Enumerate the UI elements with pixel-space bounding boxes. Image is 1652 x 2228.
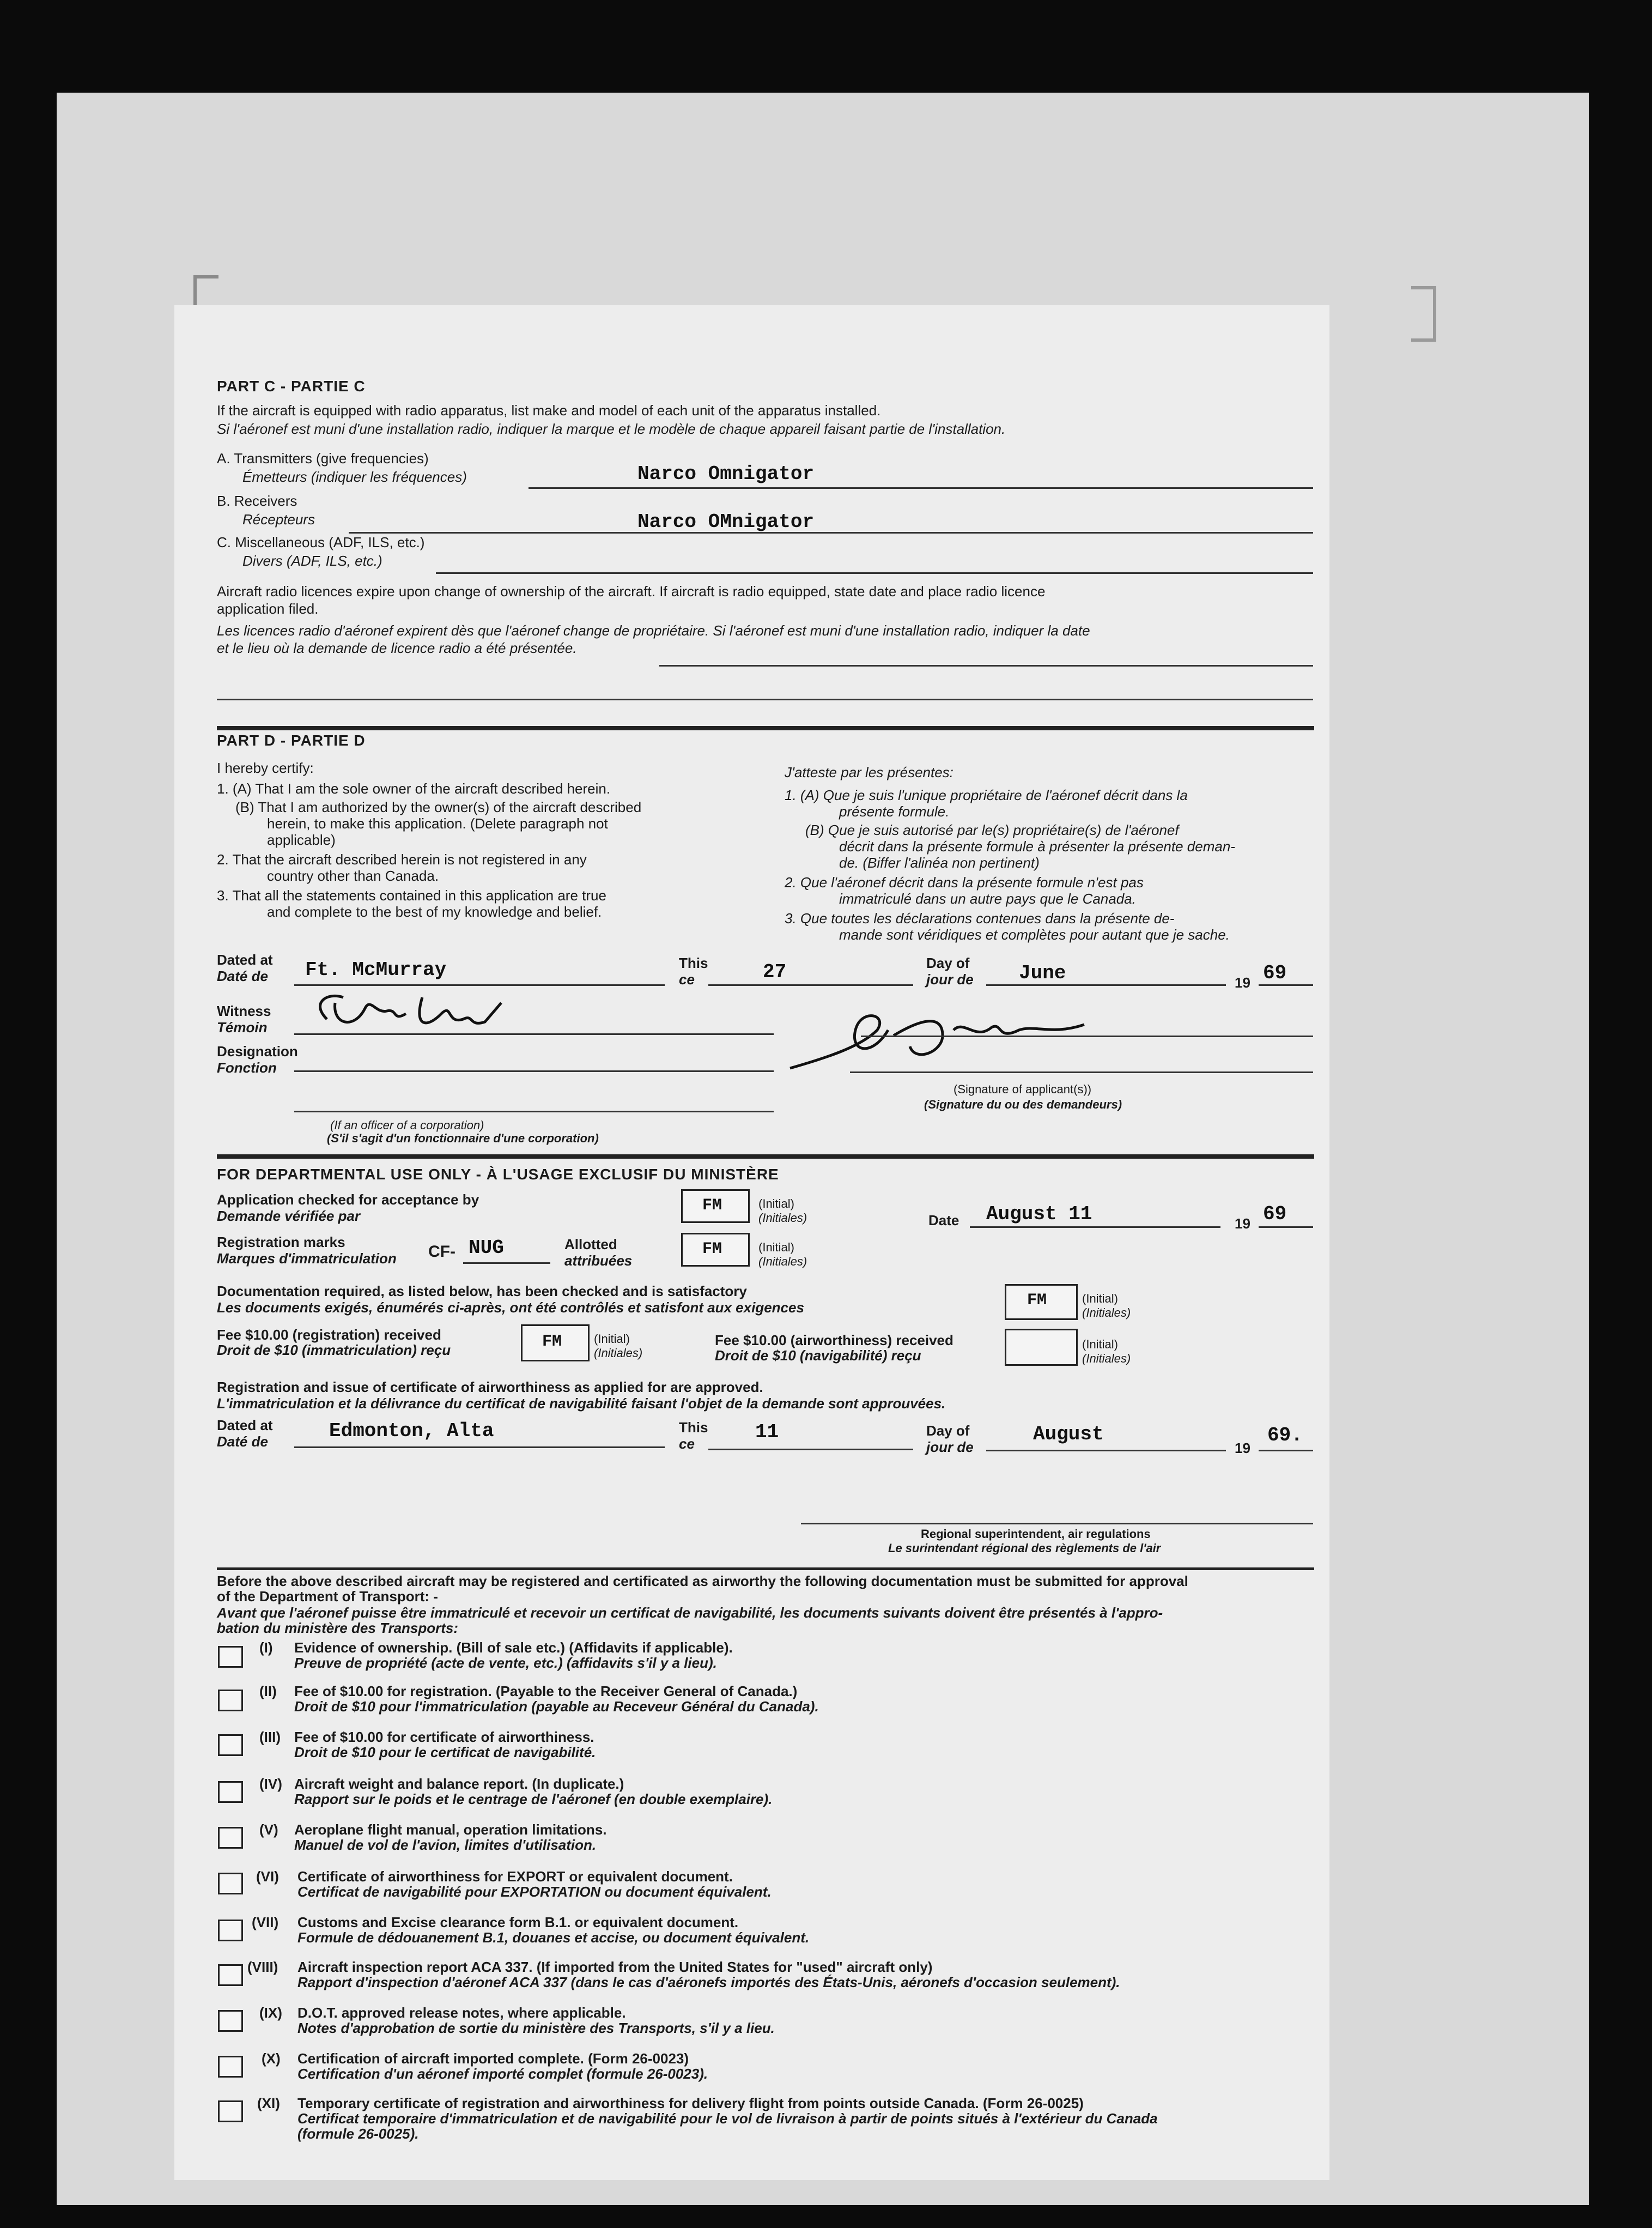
date-label: Date [928,1212,959,1228]
certify-en: I hereby certify: [217,760,314,776]
reg-marks-label-fr: Marques d'immatriculation [217,1250,397,1267]
approved-label: Registration and issue of certificate of airworthiness as applied for are approved. [217,1379,763,1395]
dept-divider [217,1154,1314,1159]
checklist-text-fr: Certification d'un aéronef importé complet (formule 26-0023). [297,2066,708,2082]
year-line [1259,984,1313,986]
day-of-label: Day of [926,955,970,971]
allotted-initial-label: (Initial) [758,1240,795,1254]
certify-en-1b-2: herein, to make this application. (Delete paragraph not [267,815,608,832]
checkbox-weight-balance[interactable] [218,1781,243,1803]
officer-line [294,1111,774,1112]
certify-fr-2: 2. Que l'aéronef décrit dans la présente formule n'est pas [785,874,1144,891]
dept-this-label: This [679,1419,708,1436]
before-en-2: of the Department of Transport: - [217,1588,438,1605]
checkbox-airworthiness-fee[interactable] [218,1734,243,1756]
this-label-fr: ce [679,971,695,988]
transmitters-label: A. Transmitters (give frequencies) [217,450,429,467]
receivers-value: Narco OMnigator [637,511,815,533]
part-d-title: PART D - PARTIE D [217,732,366,749]
checklist-text-fr: Preuve de propriété (acte de vente, etc.) (affidavits s'il y a lieu). [294,1655,717,1671]
fee-reg-label: Fee $10.00 (registration) received [217,1327,441,1343]
receivers-line [349,532,1313,534]
certify-en-2: 2. That the aircraft described herein is not registered in any [217,851,587,868]
year-value: 69 [1263,962,1287,984]
checklist-text-fr: Notes d'approbation de sortie du ministère des Transports, s'il y a lieu. [297,2020,775,2036]
certify-en-2b: country other than Canada. [267,868,439,884]
checklist-text-fr-2: (formule 26-0025). [297,2126,419,2142]
dept-title: FOR DEPARTMENTAL USE ONLY - À L'USAGE EXCLUSIF DU MINISTÈRE [217,1166,779,1183]
checklist-num: (II) [259,1683,277,1699]
fee-air-label-fr: Droit de $10 (navigabilité) reçu [715,1347,921,1364]
fee-reg-initial-box[interactable] [521,1324,590,1361]
checklist-text-fr: Rapport d'inspection d'aéronef ACA 337 (dans le cas d'aéronefs importés des États-Unis, aéronefs d'occasion seulement). [297,1974,1120,1990]
witness-line [294,1033,774,1035]
receivers-label: B. Receivers [217,493,297,509]
licence-note-en-2: application filed. [217,601,319,617]
allotted-initial-box[interactable] [681,1233,750,1267]
docs-initial-label-fr: (Initiales) [1082,1306,1131,1319]
certify-en-1b-3: applicable) [267,832,336,848]
transmitters-label-fr: Émetteurs (indiquer les fréquences) [242,469,467,485]
part-c-intro-en: If the aircraft is equipped with radio apparatus, list make and model of each unit of the apparatus installed. [217,402,881,419]
fee-air-initial-box[interactable] [1005,1329,1078,1366]
transmitters-value: Narco Omnigator [637,463,815,485]
checklist-text-en: Temporary certificate of registration and airworthiness for delivery flight from points outside Canada. (Form 26-0025) [297,2095,1084,2111]
date-year-value: 69 [1263,1203,1287,1225]
checklist-num: (IV) [259,1776,282,1792]
allotted-label-fr: attribuées [564,1252,633,1269]
officer-note-fr: (S'il s'agit d'un fonctionnaire d'une corporation) [327,1131,599,1145]
fee-reg-initial-label-fr: (Initiales) [594,1346,643,1360]
fee-reg-initial-label: (Initial) [594,1332,630,1346]
docs-initial-value: FM [1027,1291,1047,1310]
designation-label: Designation [217,1043,298,1059]
certify-en-1a: 1. (A) That I am the sole owner of the aircraft described herein. [217,780,611,797]
dated-at-label: Dated at [217,952,273,968]
checklist-num: (VII) [252,1914,279,1930]
designation-line [294,1070,774,1072]
fee-reg-initial-value: FM [542,1333,562,1351]
certify-fr-3b: mande sont véridiques et complètes pour autant que je sache. [839,927,1230,943]
certify-fr-1b: (B) Que je suis autorisé par le(s) propriétaire(s) de l'aéronef [805,822,1179,838]
designation-label-fr: Fonction [217,1059,277,1076]
fee-air-initial-label: (Initial) [1082,1337,1119,1351]
day-value: 27 [763,961,787,983]
certify-fr: J'atteste par les présentes: [785,764,953,780]
checked-initial-label-fr: (Initiales) [758,1211,807,1225]
certify-fr-1a-2: présente formule. [839,803,950,820]
checkbox-imported-certification[interactable] [218,2056,243,2078]
before-en-1: Before the above described aircraft may be registered and certificated as airworthy the following documentation must be submitted for approval [217,1573,1188,1589]
checklist-text-en: Aircraft inspection report ACA 337. (If imported from the United States for "used" aircraft only) [297,1959,933,1975]
checklist-text-en: Fee of $10.00 for registration. (Payable to the Receiver General of Canada.) [294,1683,798,1699]
certify-en-1b: (B) That I am authorized by the owner(s) of the aircraft described [235,799,642,815]
dept-dated-at-label: Dated at [217,1417,273,1433]
signature-label-fr: (Signature du ou des demandeurs) [924,1098,1122,1111]
licence-note-fr-1: Les licences radio d'aéronef expirent dès que l'aéronef change de propriétaire. Si l'aéronef est muni d'une installation radio, indiquer la date [217,622,1090,639]
checkbox-ownership[interactable] [218,1646,243,1668]
year-prefix: 19 [1235,974,1250,991]
before-fr-1: Avant que l'aéronef puisse être immatriculé et recevoir un certificat de navigabilité, les documents suivants doivent être présentés à l'appro- [217,1605,1163,1621]
checked-label: Application checked for acceptance by [217,1191,479,1208]
checklist-text-fr: Rapport sur le poids et le centrage de l'aéronef (en double exemplaire). [294,1791,773,1807]
day-of-label-fr: jour de [926,971,974,988]
dept-year-line [1259,1450,1313,1451]
date-year-prefix: 19 [1235,1215,1250,1232]
section-divider [217,726,1314,730]
reg-prefix: CF- [428,1243,455,1261]
reg-line [463,1262,550,1264]
checklist-num: (VIII) [247,1959,278,1975]
before-fr-2: bation du ministère des Transports: [217,1620,459,1636]
superintendent-label-fr: Le surintendant régional des règlements de l'air [888,1541,1161,1555]
reg-value: NUG [469,1237,504,1259]
superintendent-line [801,1523,1313,1524]
checked-label-fr: Demande vérifiée par [217,1208,361,1224]
docs-label-fr: Les documents exigés, énumérés ci-après, ont été contrôlés et satisfont aux exigences [217,1299,804,1316]
licence-line-2 [217,699,1313,700]
certify-fr-3: 3. Que toutes les déclarations contenues dans la présente de- [785,910,1175,927]
dept-dated-at-value: Edmonton, Alta [329,1420,494,1442]
checklist-text-en: Fee of $10.00 for certificate of airworthiness. [294,1729,594,1745]
checklist-num: (V) [259,1821,278,1838]
dept-this-label-fr: ce [679,1436,695,1452]
checklist-num: (I) [259,1639,273,1656]
checklist-text-en: Aeroplane flight manual, operation limitations. [294,1821,607,1838]
dept-dated-at-label-fr: Daté de [217,1433,268,1450]
applicant-signature [779,997,1117,1079]
docs-label: Documentation required, as listed below, has been checked and is satisfactory [217,1283,747,1299]
checklist-num: (VI) [256,1868,279,1885]
checklist-text-fr: Certificat temporaire d'immatriculation et de navigabilité pour le vol de livraison à partir de points situés à l'extérieur du Canada [297,2110,1158,2127]
checklist-text-fr: Droit de $10 pour le certificat de navigabilité. [294,1744,596,1760]
month-line [986,984,1226,986]
date-line [970,1226,1220,1228]
certify-fr-1b-2: décrit dans la présente formule à présenter la présente deman- [839,838,1235,855]
part-c-title: PART C - PARTIE C [217,378,366,395]
this-label: This [679,955,708,971]
checkbox-flight-manual[interactable] [218,1827,243,1849]
checklist-divider [217,1567,1314,1570]
checklist-text-en: D.O.T. approved release notes, where applicable. [297,2005,626,2021]
approved-label-fr: L'immatriculation et la délivrance du certificat de navigabilité faisant l'objet de la demande sont approuvées. [217,1395,946,1412]
checkbox-temporary-certificate[interactable] [218,2100,243,2122]
dept-dated-at-line [294,1446,665,1448]
certify-fr-2b: immatriculé dans un autre pays que le Canada. [839,891,1136,907]
applicant-line-1 [861,1036,1313,1037]
checkbox-release-notes[interactable] [218,2010,243,2032]
fee-air-initial-label-fr: (Initiales) [1082,1352,1131,1365]
witness-label: Witness [217,1003,271,1019]
checkbox-registration-fee[interactable] [218,1690,243,1711]
checklist-num: (IX) [259,2005,282,2021]
allotted-initial-label-fr: (Initiales) [758,1255,807,1268]
witness-label-fr: Témoin [217,1019,268,1036]
date-value: August 11 [986,1203,1092,1225]
dept-day-of-label-fr: jour de [926,1439,974,1455]
dated-at-label-fr: Daté de [217,968,268,984]
misc-label-fr: Divers (ADF, ILS, etc.) [242,553,382,569]
fee-air-label: Fee $10.00 (airworthiness) received [715,1332,953,1348]
checked-initial-box[interactable] [681,1189,750,1223]
corner-bracket-right [1411,286,1436,342]
reg-marks-label: Registration marks [217,1234,345,1250]
misc-line [436,572,1313,574]
certify-en-3: 3. That all the statements contained in this application are true [217,887,606,904]
dept-day-value: 11 [755,1421,779,1443]
checklist-text-en: Aircraft weight and balance report. (In duplicate.) [294,1776,624,1792]
dept-day-line [708,1449,913,1450]
checklist-num: (III) [259,1729,281,1745]
month-value: June [1019,962,1066,984]
dept-year-prefix: 19 [1235,1440,1250,1456]
docs-initial-box[interactable] [1005,1284,1078,1320]
certify-fr-1b-3: de. (Biffer l'alinéa non pertinent) [839,855,1040,871]
checklist-text-en: Evidence of ownership. (Bill of sale etc.) (Affidavits if applicable). [294,1639,733,1656]
checklist-num: (XI) [257,2095,280,2111]
date-year-line [1259,1226,1313,1228]
checklist-num: (X) [262,2050,281,2067]
checklist-text-fr: Manuel de vol de l'avion, limites d'utilisation. [294,1837,597,1853]
checked-initial-label: (Initial) [758,1197,795,1210]
checklist-text-en: Customs and Excise clearance form B.1. or equivalent document. [297,1914,739,1930]
checkbox-inspection-report[interactable] [218,1964,243,1986]
licence-note-fr-2: et le lieu où la demande de licence radio a été présentée. [217,640,577,656]
receivers-label-fr: Récepteurs [242,511,315,528]
witness-signature [305,981,534,1041]
transmitters-line [529,487,1313,489]
certify-fr-1a: 1. (A) Que je suis l'unique propriétaire de l'aéronef décrit dans la [785,787,1188,803]
allotted-label: Allotted [564,1236,617,1252]
docs-initial-label: (Initial) [1082,1292,1119,1305]
dept-month-value: August [1033,1423,1104,1445]
dept-year-value: 69. [1267,1424,1303,1446]
dated-at-value: Ft. McMurray [305,959,447,981]
checklist-text-fr: Droit de $10 pour l'immatriculation (payable au Receveur Général du Canada). [294,1698,819,1715]
applicant-line-2 [850,1071,1313,1073]
checklist-text-fr: Formule de dédouanement B.1, douanes et accise, ou document équivalent. [297,1929,810,1946]
licence-line-1 [659,665,1313,667]
checklist-text-fr: Certificat de navigabilité pour EXPORTATION ou document équivalent. [297,1884,772,1900]
checklist-text-en: Certification of aircraft imported complete. (Form 26-0023) [297,2050,689,2067]
checklist-text-en: Certificate of airworthiness for EXPORT or equivalent document. [297,1868,733,1885]
signature-label-en: (Signature of applicant(s)) [953,1082,1092,1096]
licence-note-en-1: Aircraft radio licences expire upon change of ownership of the aircraft. If aircraft is radio equipped, state date and place radio licence [217,583,1046,600]
checked-initial-value: FM [702,1196,722,1215]
day-line [708,984,913,986]
dept-month-line [986,1450,1226,1451]
allotted-initial-value: FM [702,1240,722,1258]
dept-day-of-label: Day of [926,1422,970,1439]
checkbox-customs-clearance[interactable] [218,1920,243,1941]
checkbox-export-certificate[interactable] [218,1873,243,1894]
certify-en-3b: and complete to the best of my knowledge and belief. [267,904,602,920]
fee-reg-label-fr: Droit de $10 (immatriculation) reçu [217,1342,451,1358]
part-c-intro-fr: Si l'aéronef est muni d'une installation radio, indiquer la marque et le modèle de chaque appareil faisant partie de l'installation. [217,421,1006,437]
misc-label: C. Miscellaneous (ADF, ILS, etc.) [217,534,425,550]
officer-note-en: (If an officer of a corporation) [330,1118,484,1132]
superintendent-label: Regional superintendent, air regulations [921,1527,1151,1541]
